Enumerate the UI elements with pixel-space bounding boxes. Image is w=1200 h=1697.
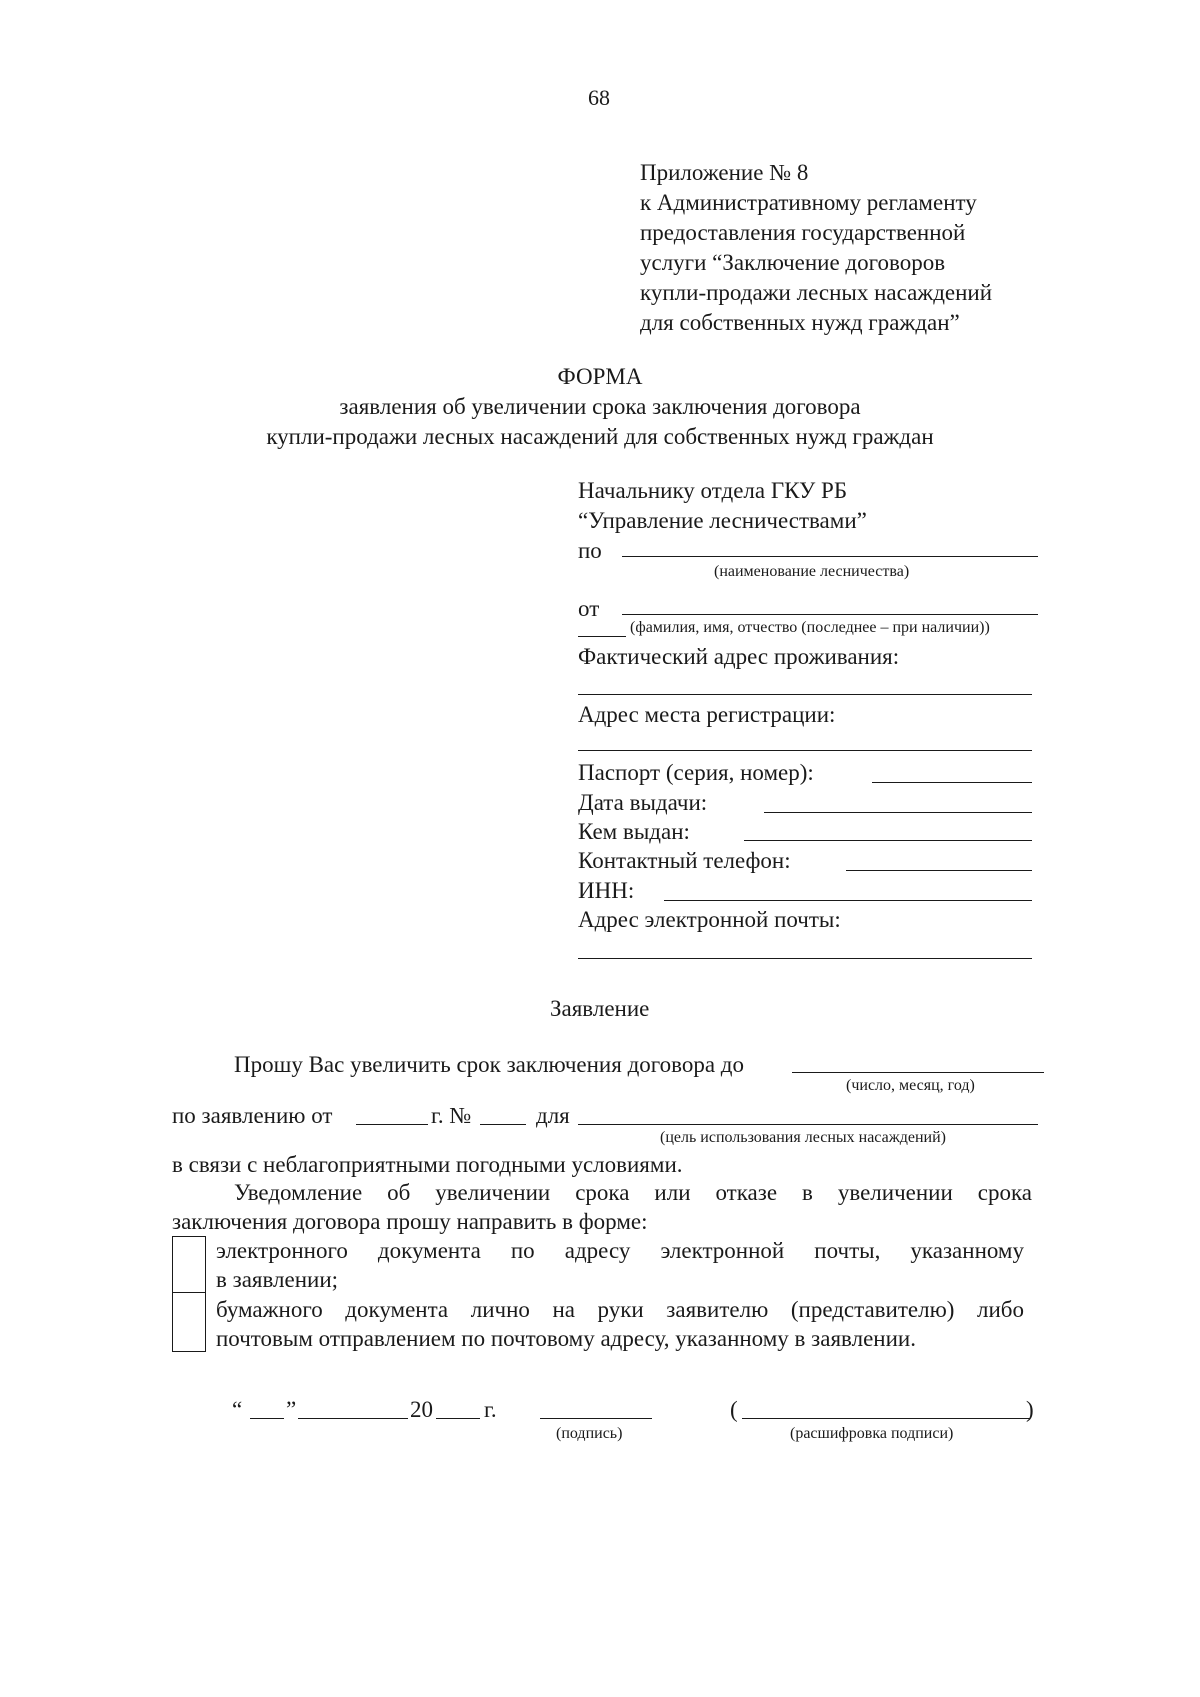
option-paper-checkbox[interactable] (172, 1292, 206, 1352)
email-label: Адрес электронной почты: (578, 907, 841, 932)
year-no-label: г. № (431, 1103, 472, 1128)
purpose-field[interactable] (578, 1124, 1038, 1125)
by-application-from: по заявлению от (172, 1103, 333, 1128)
addressee-line: “Управление лесничествами” (578, 508, 867, 533)
date-caption: (число, месяц, год) (846, 1077, 975, 1094)
form-subtitle-line: купли-продажи лесных насаждений для собственных нужд граждан (266, 424, 934, 449)
day-field[interactable] (250, 1418, 284, 1419)
passport-field[interactable] (872, 782, 1032, 783)
appendix-line: услуги “Заключение договоров (640, 250, 946, 275)
issue-date-field[interactable] (764, 812, 1032, 813)
for-label: для (536, 1103, 570, 1128)
appendix-line: купли-продажи лесных насаждений (640, 280, 993, 305)
statement-heading: Заявление (550, 996, 650, 1021)
weather-reason: в связи с неблагоприятными погодными условиями. (172, 1152, 683, 1177)
year-prefix: 20 (410, 1397, 433, 1422)
year-field[interactable] (436, 1418, 480, 1419)
actual-address-label: Фактический адрес проживания: (578, 644, 900, 669)
purpose-caption: (цель использования лесных насаждений) (660, 1129, 946, 1146)
page-number: 68 (588, 85, 610, 110)
appendix-line: к Административному регламенту (640, 190, 977, 215)
inn-field[interactable] (664, 900, 1032, 901)
decoding-caption: (расшифровка подписи) (790, 1425, 954, 1442)
issued-by-label: Кем выдан: (578, 819, 690, 844)
addressee-line: Начальнику отдела ГКУ РБ (578, 478, 848, 503)
open-quote: “ (232, 1397, 243, 1422)
forestry-name-caption: (наименование лесничества) (714, 563, 910, 580)
issue-date-label: Дата выдачи: (578, 790, 708, 815)
close-quote: ” (286, 1397, 297, 1422)
option-electronic-text: в заявлении; (216, 1267, 339, 1292)
appendix-line: для собственных нужд граждан” (640, 310, 960, 335)
passport-label: Паспорт (серия, номер): (578, 760, 814, 785)
email-field[interactable] (578, 958, 1032, 959)
application-date-field[interactable] (356, 1124, 428, 1125)
appendix-line: Приложение № 8 (640, 160, 809, 185)
appendix-line: предоставления государственной (640, 220, 966, 245)
notification-line: заключения договора прошу направить в форме: (172, 1209, 648, 1234)
inn-label: ИНН: (578, 878, 635, 903)
applicant-name-caption: (фамилия, имя, отчество (последнее – при наличии)) (630, 619, 990, 636)
option-electronic-text: электронного документа по адресу электронной почты, указанному (216, 1238, 1024, 1263)
applicant-name-field-extra (578, 636, 626, 637)
form-heading: ФОРМА (557, 364, 643, 389)
option-electronic-checkbox[interactable] (172, 1236, 206, 1294)
registration-address-field[interactable] (578, 750, 1032, 751)
request-text: Прошу Вас увеличить срок заключения договора до (234, 1052, 744, 1077)
option-paper-text: бумажного документа лично на руки заявителю (представителю) либо (216, 1297, 1024, 1322)
forestry-name-field[interactable] (622, 556, 1038, 557)
applicant-name-field[interactable] (622, 614, 1038, 615)
notification-line: Уведомление об увеличении срока или отказе в увеличении срока (234, 1180, 1032, 1205)
month-field[interactable] (298, 1418, 408, 1419)
po-label: по (578, 538, 602, 563)
open-paren: ( (730, 1397, 738, 1422)
new-date-field[interactable] (792, 1072, 1044, 1073)
phone-field[interactable] (846, 870, 1032, 871)
signature-caption: (подпись) (556, 1425, 623, 1442)
close-paren: ) (1026, 1397, 1034, 1422)
ot-label: от (578, 596, 600, 621)
registration-address-label: Адрес места регистрации: (578, 702, 836, 727)
year-suffix: г. (484, 1397, 497, 1422)
signature-field[interactable] (540, 1418, 652, 1419)
option-paper-text: почтовым отправлением по почтовому адресу, указанному в заявлении. (216, 1326, 916, 1351)
application-number-field[interactable] (480, 1124, 526, 1125)
form-subtitle-line: заявления об увеличении срока заключения договора (339, 394, 861, 419)
issued-by-field[interactable] (744, 840, 1032, 841)
signature-decoding-field[interactable] (742, 1418, 1030, 1419)
phone-label: Контактный телефон: (578, 848, 791, 873)
actual-address-field[interactable] (578, 694, 1032, 695)
